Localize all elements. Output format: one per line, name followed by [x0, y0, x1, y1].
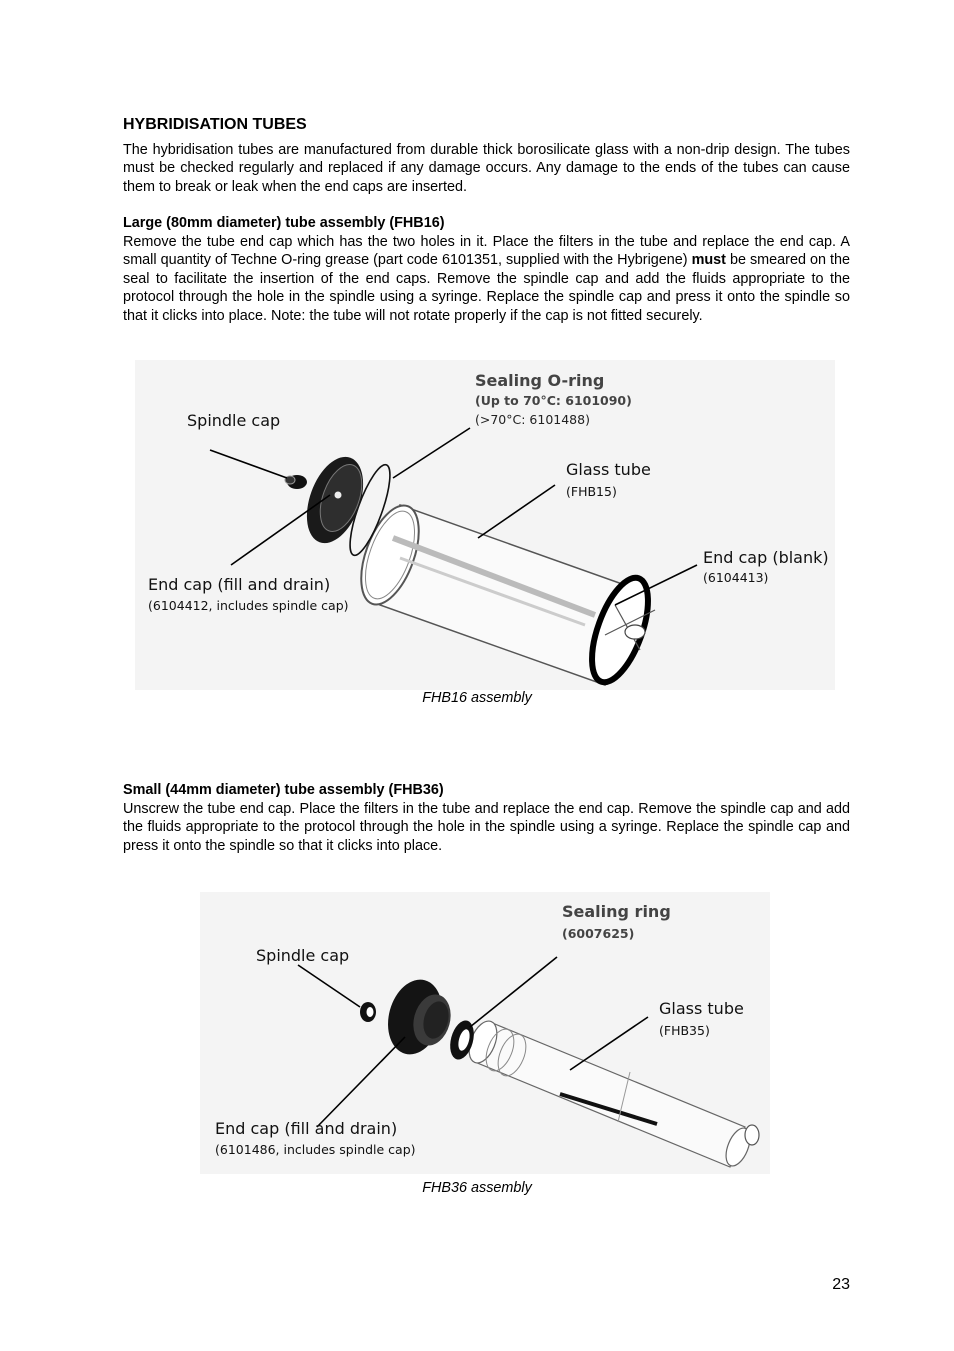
large-text-before: Remove the tube end cap which has the two holes in it. Place the filters in the tube and replace the end cap. A small quantity of Techne O-ring grease (part code 6101351, supplied with the Hybrigene): [123, 234, 850, 269]
intro-paragraph: The hybridisation tubes are manufactured from durable thick borosilicate glass with a non-drip design. The tubes must be checked regularly and replaced if any damage occurs. Any damage to the ends of the tubes can cause them to break or leak when the end caps are inserted.: [123, 142, 850, 195]
small-tube-paragraph: Unscrew the tube end cap. Place the filters in the tube and replace the end cap. Remove the spindle cap and add the fluids appropriate to the protocol through the hole in the spindle using a syringe. Replace the spindle cap and press it onto the spindle so that it clicks into place.: [123, 801, 850, 854]
large-tube-paragraph: [123, 233, 850, 325]
large-text-bold: must: [691, 252, 726, 269]
label-sealing-o-ring-over-70: (>70°C: 6101488): [475, 412, 590, 427]
label-end-cap-fill-drain: End cap (fill and drain): [148, 575, 331, 594]
small-tube-subheading: Small (44mm diameter) tube assembly (FHB36): [123, 782, 444, 798]
label-sealing-ring: Sealing ring: [562, 902, 671, 921]
label-sealing-o-ring: Sealing O-ring: [475, 371, 605, 390]
fhb36-assembly-diagram: [200, 892, 770, 1174]
label-glass-tube: Glass tube: [659, 999, 744, 1018]
section-heading: HYBRIDISATION TUBES: [123, 116, 307, 133]
label-end-cap-blank: End cap (blank): [703, 548, 829, 567]
label-glass-tube: Glass tube: [566, 460, 651, 479]
label-glass-tube-code: (FHB35): [659, 1023, 710, 1038]
label-sealing-o-ring-up-to-70: (Up to 70°C: 6101090): [475, 393, 632, 408]
page-number: 23: [832, 1276, 850, 1293]
label-end-cap-blank-code: (6104413): [703, 570, 769, 585]
fhb36-caption: FHB36 assembly: [422, 1180, 532, 1196]
large-tube-subheading: Large (80mm diameter) tube assembly (FHB16): [123, 215, 445, 231]
label-end-cap-fill-drain-code: (6104412, includes spindle cap): [148, 598, 349, 613]
large-text-after: be smeared on the seal to facilitate the insertion of the end caps. Remove the spindle cap and add the fluids appropriate to the protocol through the hole in the spindle using a syringe. Replace the spindle cap and press it onto the spindle so that it clicks into place. Note: the tube will not rotate properly if the cap is not fitted securely.: [123, 252, 850, 324]
label-spindle-cap: Spindle cap: [256, 946, 350, 965]
label-spindle-cap: Spindle cap: [187, 411, 281, 430]
label-sealing-ring-code: (6007625): [562, 926, 635, 941]
label-end-cap-fill-drain: End cap (fill and drain): [215, 1119, 398, 1138]
label-end-cap-fill-drain-code: (6101486, includes spindle cap): [215, 1142, 416, 1157]
fhb16-caption: FHB16 assembly: [422, 690, 532, 706]
label-glass-tube-code: (FHB15): [566, 484, 617, 499]
spindle-cap-shape: [360, 1002, 376, 1022]
fhb16-assembly-diagram: [135, 360, 835, 690]
